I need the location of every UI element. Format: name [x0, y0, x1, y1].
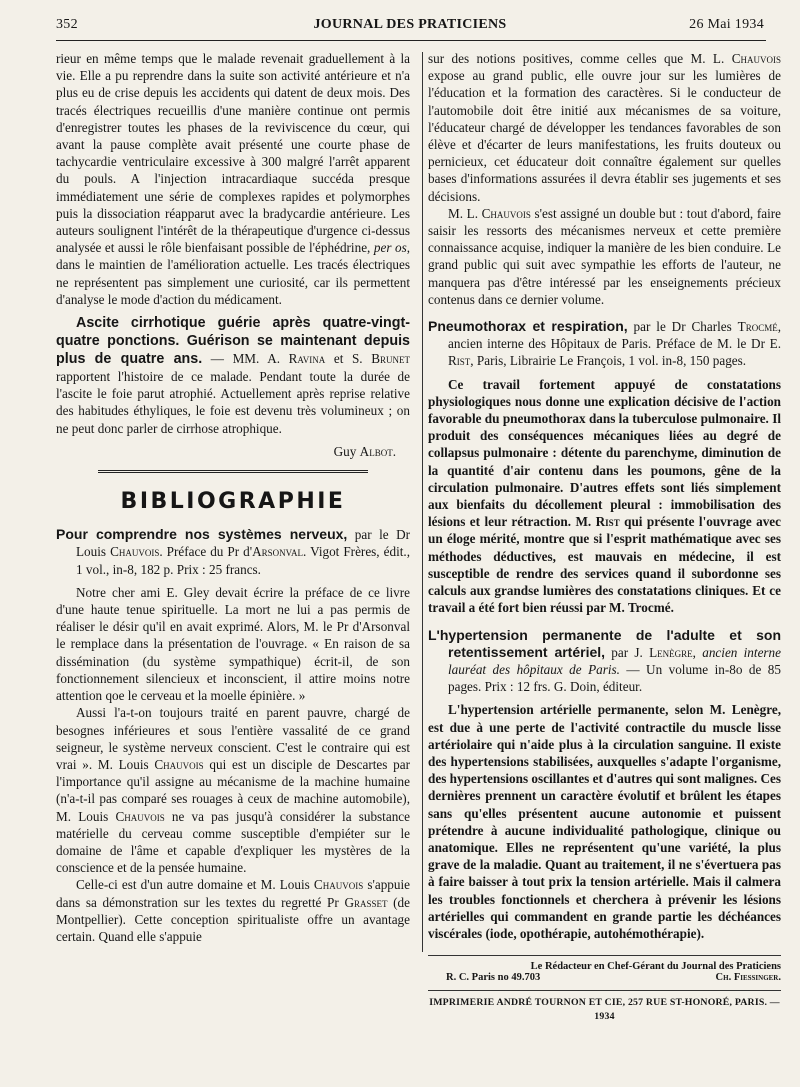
right-column [428, 50, 781, 942]
book1-paragraph: M. L. Chauvois s'est assigné un double but : tout d'abord, faire saisir les ressorts des mécanismes nerveux et cette première connaissance acquise, indiquer la manière de les bien conduire. Le grand public qui suit avec sympathie les efforts de l'auteur, ne manquera pas d'être intéressé par les enseignements précieux contenus dans ce dernier volume. [428, 205, 781, 307]
left-column [56, 50, 410, 945]
book3-paragraph: L'hypertension artérielle permanente, selon M. Lenègre, est due à une perte de l'activité contractile du muscle lisse artériolaire qui n'aide plus à la circulation sanguine. Il existe des hypertensions stabilisées, auxquelles s'adapte l'organisme, des hypertensions oscillantes et d'autres qui sont malignes. Ces dernières prennent un caractère évolutif et brûlent les étapes sans qu'elles présentent aucune autonomie et puissent prétendre à aucune individualité pathologique, clinique ou anatomique. Elles ne représentent qu'une variété, la plus grave de la maladie. Quant au traitement, il ne s'évertuera pas à faire baisser à tout prix la tension artérielle. Mais il calmera les troubles fonctionnels et cherchera à prévenir les lésions artérielles qui commandent en grande partie les déchéances viscérales (iode, opothérapie, autohémothérapie). [428, 702, 781, 941]
book1-paragraph: Celle-ci est d'un autre domaine et M. Louis Chauvois s'appuie dans sa démonstration sur les textes du regretté Pr Grasset (de Montpellier). Cette conception spiritualiste offre un avantage certain. Quand elle s'appuie [56, 877, 411, 944]
editor-name: Ch. Fiessinger. [715, 972, 781, 983]
registry-number: R. C. Paris no 49.703 [446, 972, 541, 983]
book2-paragraph: Ce travail fortement appuyé de constatations physiologiques nous donne une explication décisive de l'action favorable du pneumothorax dans la tuberculose pulmonaire. Il produit des conséquences mécaniques liées au degré de collapsus pulmonaire : détente du parenchyme, diminution de la quantité d'air contenu dans les poumons, gêne de la circulation pulmonaire. D'autres effets sont liés simplement aux bienfaits du décollement pleural : immobilisation des lésions et leur rétraction. M. Rist qui présente l'ouvrage avec un éloge mérité, montre que si l'esprit mathématique avec ses méthodes déductives, est mauvais en médecine, il est susceptible de rendre des services quand il subordonne ses calculs aux grandse lumières des constatations cliniques. Et ce travail a été fort bien réussi par M. Trocmé. [428, 376, 781, 616]
signature: Guy Albot. [333, 443, 396, 459]
section-title: BIBLIOGRAPHIE [120, 489, 346, 515]
printer-imprint: IMPRIMERIE ANDRÉ TOURNON ET CIE, 257 RUE ST-HONORÉ, PARIS. — 1934 [428, 990, 781, 1024]
book-entry-3: L'hypertension permanente de l'adulte et son retentissement artériel, par J. Lenègre, ancien interne lauréat des hôpitaux de Paris. — Un volume in-8o de 85 pages. Prix : 12 frs. G. Doin, éditeur. [428, 626, 782, 695]
issue-date: 26 Mai 1934 [689, 17, 764, 32]
registry-line [428, 971, 781, 985]
journal-title: JOURNAL DES PRATICIENS [313, 17, 507, 32]
column-divider [422, 52, 423, 952]
page-number: 352 [56, 17, 78, 32]
book1-paragraph: Aussi l'a-t-on toujours traité en parent pauvre, chargé de besognes inférieures et sous l'entière vassalité de ce grand seigneur, le système nerveux conscient. C'est le contraire qui est vrai ». M. Louis Chauvois qui est un disciple de Descartes par l'importance qu'il assigne au mécanisme de la machine humaine (n'a-t-il pas comparé ses rouages à ceux de machine automobile), M. Louis Chauvois ne va pas jusqu'à considérer la substance matérielle du cerveau comme susceptible d'empiéter sur le domaine de l'âme et capable d'expliquer les mystères de la conscience et de la pensée humaine. [56, 705, 410, 876]
book-entry-1: Pour comprendre nos systèmes nerveux, par le Dr Louis Chauvois. Préface du Pr d'Arsonval. Vigot Frères, édit., 1 vol., in-8, 182 p. Prix : 25 francs. [56, 526, 410, 577]
book-entry-2: Pneumothorax et respiration, par le Dr Charles Trocmé, ancien interne des Hôpitaux de Paris. Préface de M. le Dr E. Rist, Paris, Librairie Le François, 1 vol. in-8, 150 pages. [428, 318, 782, 369]
running-header [56, 17, 764, 39]
book1-continuation: sur des notions positives, comme celles que M. L. Chauvois expose au grand public, elle ouvre jour sur les lumières de l'éducation et la formation des caractères. Si le conducteur de l'automobile doit être initié aux mécanismes de sa voiture, l'éducateur chargé de développer les tendances favorables de son élève et d'écarter de leurs manifestations, les fruits douteux ou pernicieux, cet éducateur doit connaître également sur quelles bases d'informations assurées il devra établir ses jugements et ses décisions. [428, 51, 781, 204]
section-divider [98, 470, 368, 475]
book1-paragraph: Notre cher ami E. Gley devait écrire la préface de ce livre d'une haute tenue spirituelle. La mort ne lui a pas permis de réaliser le désir qu'il en avait exprimé. Alors, M. le Pr d'Arsonval le remplace dans la présentation de l'ouvrage. « En raison de sa dissémination (du système sympathique) écrit-il, de son fonctionnement silencieux et inconscient, il attire moins notre attention qoe le cerveau et la moelle épinière. » [56, 584, 410, 704]
ascite-article: Ascite cirrhotique guérie après quatre-vingt-quatre ponctions. Guérison se maintenant depuis plus de quatre ans. — MM. A. Ravina et S. Brunet rapportent l'histoire de ce malade. Pendant toute la durée de l'ascite le foie parut atrophié. Actuellement après reprise relative des habitudes éthyliques, le foie est devenu très volumineux ; on ne peut donc parler de cirrhose atrophique. [56, 315, 411, 436]
editor-line: Le Rédacteur en Chef-Gérant du Journal des Praticiens [428, 955, 781, 974]
paragraph-continuation: rieur en même temps que le malade revenait graduellement à la vie. Elle a pu reprendre dans la suite son activité antérieure et n'a plus eu de crise depuis les accidents qui datent de deux mois. Des tracés électriques recueillis d'une manière continue ont permis d'enregistrer toutes les phases de la reviviscence du cœur, qui avant la pause complète avait présenté une courte phase de tachycardie ventriculaire excessive à 300 malgré l'arrêt apparent du pouls. A l'injection intracardiaque succéda presque immédiatement une série de complexes rapides et polymorphes puis la dissociation réapparut avec la bradycardie antérieure. Les auteurs soulignent l'intérêt de la thérapeutique d'urgence ci-dessus analysée et aussi le rôle bienfaisant possible de l'éphédrine, per os, dans le maintien de l'amélioration actuelle. Les tracés électriques ne représentent pas simplement une curiosité, car ils permettent d'analyse le mode d'action du médicament. [56, 51, 410, 307]
header-rule [56, 40, 766, 41]
article-title: Ascite cirrhotique guérie après quatre-vingt-quatre ponctions. Guérison se maintenant depuis plus de quatre ans. [56, 315, 410, 368]
